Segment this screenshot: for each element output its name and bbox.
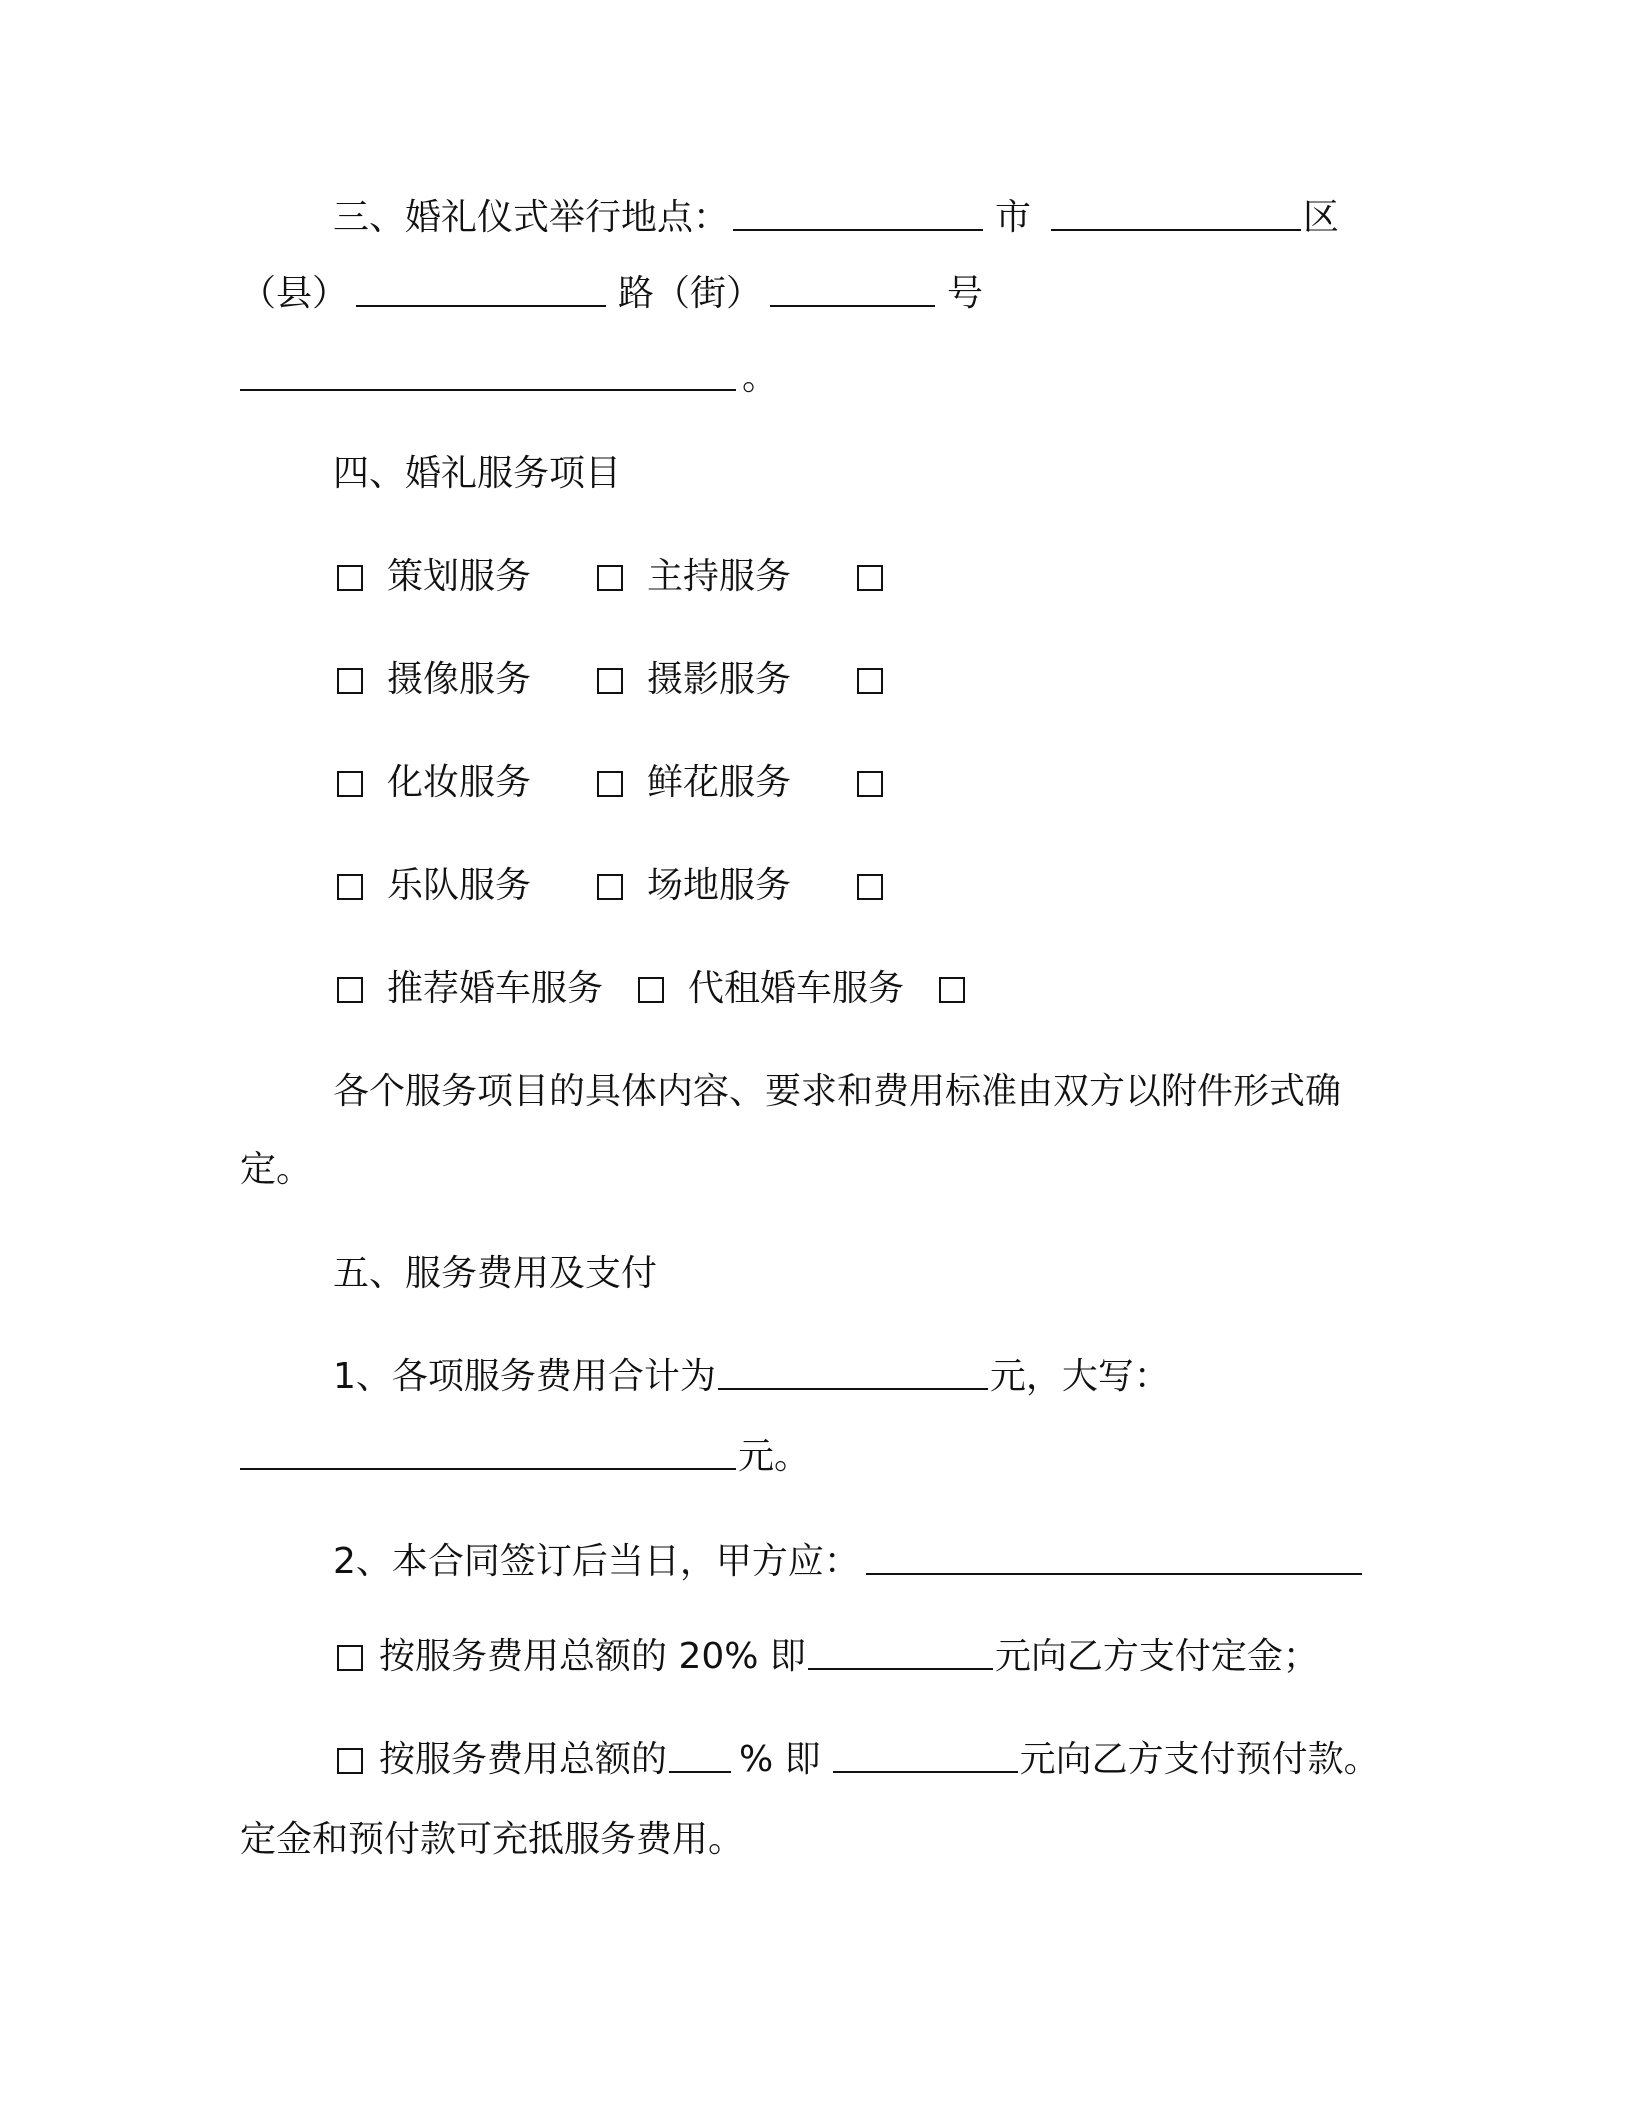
- item1-line: [333, 1355, 1170, 1399]
- service-row-4c: [857, 864, 883, 908]
- checkbox[interactable]: [597, 874, 623, 900]
- checkbox[interactable]: [939, 977, 965, 1003]
- service-label: 主持服务: [647, 556, 792, 597]
- section5-heading: 五、服务费用及支付: [333, 1253, 658, 1294]
- opt1-suffix: 元向乙方支付定金；: [994, 1636, 1319, 1677]
- service-label: 鲜花服务: [647, 762, 792, 803]
- opt2-suffix: 元向乙方支付预付款。: [1019, 1739, 1380, 1780]
- service-label: 摄像服务: [387, 659, 532, 700]
- service-row-1b: [597, 555, 791, 599]
- service-row-3: [337, 761, 531, 805]
- checkbox[interactable]: [337, 668, 363, 694]
- section4-note-cont: 定。: [240, 1149, 313, 1190]
- item2-line: [333, 1540, 1362, 1584]
- item1-prefix: 1、各项服务费用合计为: [333, 1356, 716, 1397]
- item1-line2: [240, 1435, 810, 1479]
- checkbox[interactable]: [337, 565, 363, 591]
- item2-blank[interactable]: [866, 1543, 1362, 1575]
- checkbox[interactable]: [857, 874, 883, 900]
- percent-blank[interactable]: [669, 1741, 731, 1773]
- item1-mid: 元，大写：: [989, 1356, 1170, 1397]
- section3-heading: 三、婚礼仪式举行地点：: [333, 197, 730, 238]
- service-row-5b: [638, 967, 904, 1011]
- county-label: （县）: [240, 273, 349, 314]
- address-blank[interactable]: [240, 359, 736, 391]
- road-label: 路（街）: [618, 273, 763, 314]
- section3-end: 。: [742, 357, 779, 398]
- service-row-5: [337, 967, 603, 1011]
- section3-line2: [240, 272, 983, 316]
- checkbox[interactable]: [857, 565, 883, 591]
- deposit-blank[interactable]: [808, 1638, 993, 1670]
- service-label: 场地服务: [647, 865, 792, 906]
- service-row-4: [337, 864, 531, 908]
- checkbox[interactable]: [337, 1748, 363, 1774]
- city-blank[interactable]: [733, 199, 983, 231]
- checkbox[interactable]: [337, 1645, 363, 1671]
- checkbox[interactable]: [597, 771, 623, 797]
- checkbox[interactable]: [597, 668, 623, 694]
- service-label: 策划服务: [387, 556, 532, 597]
- service-row-1: [337, 555, 531, 599]
- section4-heading: 四、婚礼服务项目: [333, 453, 622, 494]
- service-row-2b: [597, 658, 791, 702]
- item1-end: 元。: [738, 1436, 811, 1477]
- service-row-2: [337, 658, 531, 702]
- item2-text: 2、本合同签订后当日，甲方应：: [333, 1541, 860, 1582]
- payment-option-2: [337, 1738, 1380, 1782]
- payment-option-1: [337, 1635, 1319, 1679]
- checkbox[interactable]: [857, 668, 883, 694]
- checkbox[interactable]: [597, 565, 623, 591]
- service-row-3b: [597, 761, 791, 805]
- checkbox[interactable]: [337, 874, 363, 900]
- service-row-5c: [939, 967, 965, 1011]
- opt2-mid: % 即: [739, 1739, 821, 1780]
- checkbox[interactable]: [337, 977, 363, 1003]
- service-label: 摄影服务: [647, 659, 792, 700]
- opt2-prefix: 按服务费用总额的: [379, 1739, 668, 1780]
- district-label: 区: [1303, 197, 1340, 238]
- number-blank[interactable]: [770, 275, 935, 307]
- service-row-2c: [857, 658, 883, 702]
- service-row-4b: [597, 864, 791, 908]
- service-label: 化妆服务: [387, 762, 532, 803]
- service-label: 推荐婚车服务: [387, 968, 604, 1009]
- total-amount-blank[interactable]: [718, 1358, 988, 1390]
- section3-line1: [333, 196, 1339, 240]
- section3-line3: [240, 356, 778, 400]
- county-blank[interactable]: [356, 275, 606, 307]
- city-label: 市: [995, 197, 1032, 238]
- number-label: 号: [947, 273, 984, 314]
- amount-words-blank[interactable]: [240, 1438, 736, 1470]
- checkbox[interactable]: [638, 977, 664, 1003]
- prepayment-blank[interactable]: [833, 1741, 1018, 1773]
- district-blank[interactable]: [1051, 199, 1301, 231]
- final-note: 定金和预付款可充抵服务费用。: [240, 1819, 745, 1860]
- checkbox[interactable]: [857, 771, 883, 797]
- service-row-1c: [857, 555, 883, 599]
- service-row-3c: [857, 761, 883, 805]
- checkbox[interactable]: [337, 771, 363, 797]
- section4-note: 各个服务项目的具体内容、要求和费用标准由双方以附件形式确: [333, 1071, 1342, 1112]
- opt1-prefix: 按服务费用总额的 20% 即: [379, 1636, 806, 1677]
- service-label: 乐队服务: [387, 865, 532, 906]
- service-label: 代租婚车服务: [688, 968, 905, 1009]
